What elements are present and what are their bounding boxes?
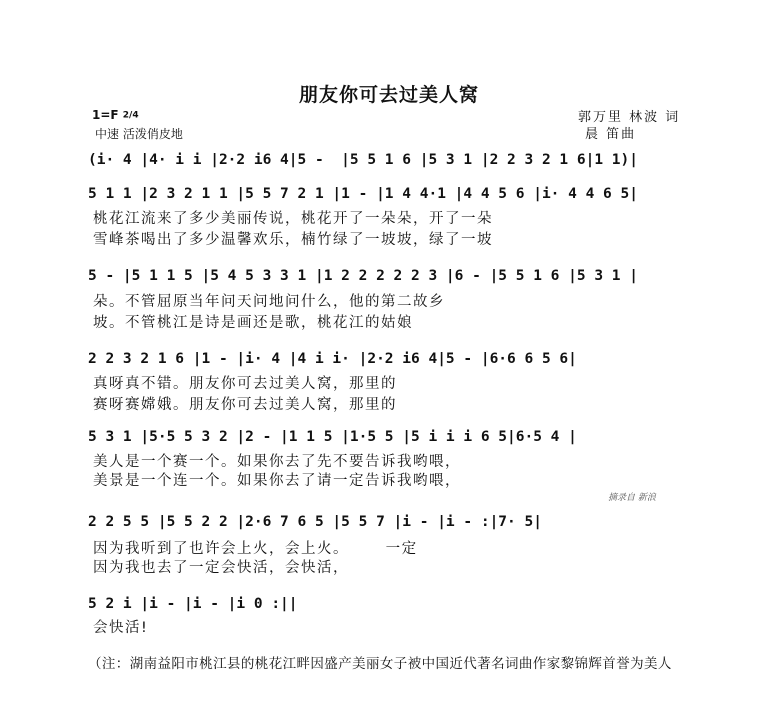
lyrics-row-3-verse-1: 朵。不管屈原当年问天问地问什么，他的第二故乡 (93, 294, 445, 310)
time-signature: 2/4 (122, 110, 139, 121)
notation-row-7: 5 2 i |i - |i - |i 0 :|| (88, 596, 298, 612)
notation-row-5: 5 3 1 |5·5 5 3 2 |2 - |1 1 5 |1·5 5 |5 i i i 6 5|6·5 4 | (88, 429, 577, 445)
lyrics-row-5-verse-1: 美人是一个赛一个。如果你去了先不要告诉我哟喂， (93, 454, 461, 470)
tempo-marking: 中速 活泼俏皮地 (95, 127, 183, 141)
notation-row-3: 5 - |5 1 1 5 |5 4 5 3 3 1 |1 2 2 2 2 2 3 |6 - |5 5 1 6 |5 3 1 | (88, 268, 638, 284)
song-title: 朋友你可去过美人窝 (298, 84, 479, 106)
lyrics-row-6-verse-1: 因为我听到了也许会上火，会上火。 一定 (93, 541, 418, 557)
lyrics-row-2-verse-2: 雪峰茶喝出了多少温馨欢乐，楠竹绿了一坡坡，绿了一坡 (93, 232, 493, 248)
notation-row-6: 2 2 5 5 |5 5 2 2 |2·6 7 6 5 |5 5 7 |i - |i - :|7· 5| (88, 514, 542, 530)
notation-row-1: (i· 4 |4· i i |2·2 i6 4|5 - |5 5 1 6 |5 3 1 |2 2 3 2 1 6|1 1)| (88, 152, 638, 168)
lyrics-row-2-verse-1: 桃花江流来了多少美丽传说，桃花开了一朵朵，开了一朵 (93, 211, 493, 227)
footnote: （注：湖南益阳市桃江县的桃花江畔因盛产美丽女子被中国近代著名词曲作家黎锦辉首誉为美人 (88, 656, 672, 672)
lyrics-row-3-verse-2: 坡。不管桃江是诗是画还是歌，桃花江的姑娘 (93, 315, 413, 331)
key-label: 1=F (92, 108, 119, 122)
lyrics-row-5-verse-2: 美景是一个连一个。如果你去了请一定告诉我哟喂， (93, 473, 461, 489)
source-annotation: 摘录自 新浪 (608, 493, 656, 503)
lyrics-row-4-verse-2: 赛呀赛嫦娥。朋友你可去过美人窝，那里的 (93, 397, 397, 413)
notation-row-4: 2 2 3 2 1 6 |1 - |i· 4 |4 i i· |2·2 i6 4|5 - |6·6 6 5 6| (88, 351, 577, 367)
lyricist-credit: 郭万里 林波 词 (578, 110, 681, 125)
composer-credit: 晨 笛曲 (585, 127, 637, 142)
lyrics-row-4-verse-1: 真呀真不错。朋友你可去过美人窝，那里的 (93, 376, 397, 392)
lyrics-row-6-verse-2: 因为我也去了一定会快活，会快活， (93, 560, 349, 576)
notation-row-2: 5 1 1 |2 3 2 1 1 |5 5 7 2 1 |1 - |1 4 4·1 |4 4 5 6 |i· 4 4 6 5| (88, 186, 638, 202)
key-signature (92, 108, 139, 122)
lyrics-row-7: 会快活! (93, 620, 149, 636)
